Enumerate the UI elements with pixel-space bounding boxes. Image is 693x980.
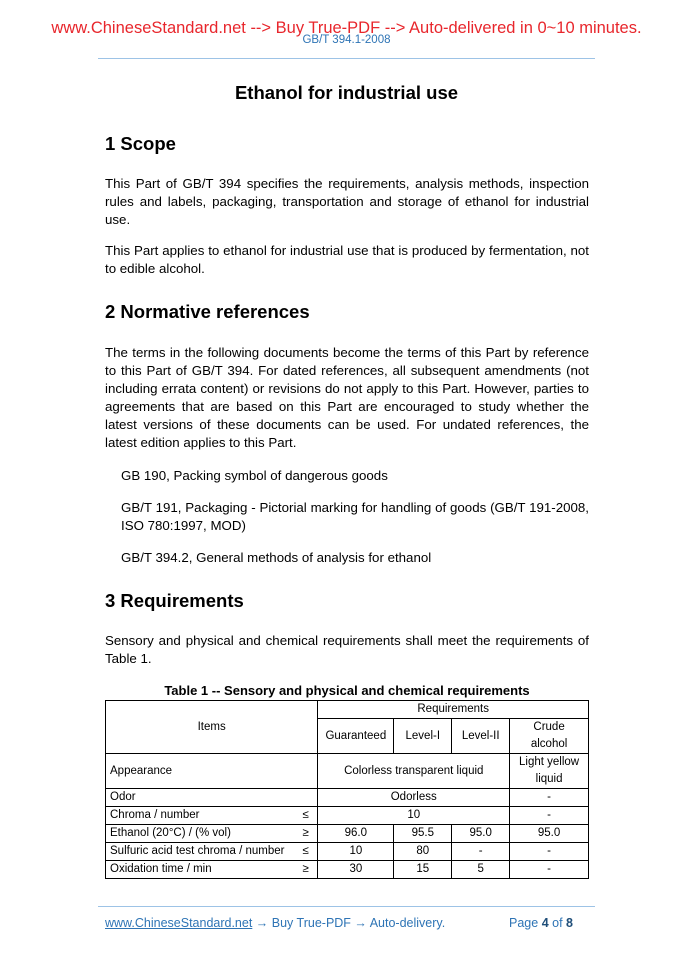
section-heading-scope: 1 Scope	[105, 133, 176, 154]
table-row	[106, 754, 589, 789]
row-crude-value: Light yellow liquid	[510, 754, 589, 789]
reference-item: GB 190, Packing symbol of dangerous goods	[121, 468, 388, 483]
header-rule	[98, 58, 595, 59]
table-row	[106, 789, 589, 807]
row-symbol	[298, 789, 318, 807]
reference-item: GB/T 394.2, General methods of analysis for ethanol	[121, 550, 432, 565]
row-symbol: ≥	[298, 861, 318, 879]
table-row	[106, 807, 589, 825]
row-crude-value: -	[510, 789, 589, 807]
row-merged-value: Colorless transparent liquid	[318, 754, 510, 789]
row-value-level-1: 80	[394, 843, 452, 861]
header-requirements: Requirements	[318, 701, 589, 719]
row-value-level-1: 15	[394, 861, 452, 879]
row-value-crude: -	[510, 861, 589, 879]
section-heading-normative-references: 2 Normative references	[105, 301, 310, 322]
row-symbol: ≥	[298, 825, 318, 843]
scope-paragraph-2: This Part applies to ethanol for industrial use that is produced by fermentation, not to edible alcohol.	[105, 243, 589, 276]
footer-rule	[98, 906, 595, 907]
row-value-crude: 95.0	[510, 825, 589, 843]
row-item: Appearance	[106, 754, 298, 789]
row-symbol: ≤	[298, 807, 318, 825]
row-item: Chroma / number	[106, 807, 298, 825]
row-value-level-2: 5	[452, 861, 510, 879]
footer-promo	[105, 916, 445, 930]
table-caption: Table 1 -- Sensory and physical and chemical requirements	[164, 683, 530, 698]
row-item: Oxidation time / min	[106, 861, 298, 879]
row-symbol	[298, 754, 318, 789]
header-items: Items	[106, 701, 318, 754]
header-guaranteed: Guaranteed	[318, 719, 394, 754]
footer-promo-text: → Buy True-PDF → Auto-delivery.	[252, 916, 446, 930]
row-value-guaranteed: 96.0	[318, 825, 394, 843]
row-item: Sulfuric acid test chroma / number	[106, 843, 298, 861]
row-value-level-1: 95.5	[394, 825, 452, 843]
scope-paragraph-1: This Part of GB/T 394 specifies the requirements, analysis methods, inspection rules and labels, packaging, transportation and storage of ethanol for industrial use.	[105, 176, 589, 227]
document-number: GB/T 394.1-2008	[302, 34, 391, 46]
row-merged-value: 10	[318, 807, 510, 825]
row-value-level-2: 95.0	[452, 825, 510, 843]
table-row	[106, 843, 589, 861]
footer-website-link[interactable]: www.ChineseStandard.net	[105, 916, 253, 930]
table-header-row	[106, 701, 589, 719]
page-total: 8	[566, 916, 573, 930]
row-merged-value: Odorless	[318, 789, 510, 807]
row-value-guaranteed: 10	[318, 843, 394, 861]
table-row	[106, 825, 589, 843]
row-crude-value: -	[510, 807, 589, 825]
requirements-paragraph: Sensory and physical and chemical requirements shall meet the requirements of Table 1.	[105, 633, 589, 666]
page-current: 4	[541, 916, 549, 930]
page-of: of	[552, 916, 563, 930]
reference-item: GB/T 191, Packaging - Pictorial marking for handling of goods (GB/T 191-2008, ISO 780:1997, MOD)	[121, 500, 589, 533]
table-row	[106, 861, 589, 879]
row-item: Ethanol (20°C) / (% vol)	[106, 825, 298, 843]
header-crude-alcohol: Crude alcohol	[510, 719, 589, 754]
row-value-level-2: -	[452, 843, 510, 861]
row-value-guaranteed: 30	[318, 861, 394, 879]
section-heading-requirements: 3 Requirements	[105, 590, 244, 611]
page-label: Page	[509, 916, 539, 930]
page-title: Ethanol for industrial use	[234, 82, 459, 103]
row-symbol: ≤	[298, 843, 318, 861]
header-level-2: Level-II	[452, 719, 510, 754]
page-indicator	[509, 916, 573, 930]
requirements-table	[105, 700, 589, 879]
header-level-1: Level-I	[394, 719, 452, 754]
row-value-crude: -	[510, 843, 589, 861]
row-item: Odor	[106, 789, 298, 807]
normative-paragraph: The terms in the following documents become the terms of this Part by reference to this Part of GB/T 394. For dated references, all subsequent amendments (not including errata content) or revisions do not apply to this Part. However, parties to agreements that are based on this Part are encouraged to study whether the latest versions of these documents can be used. For undated references, the latest edition applies to this Part.	[105, 345, 589, 450]
top-banner[interactable]: www.ChineseStandard.net --> Buy True-PDF --> Auto-delivered in 0~10 minutes.	[51, 19, 642, 37]
